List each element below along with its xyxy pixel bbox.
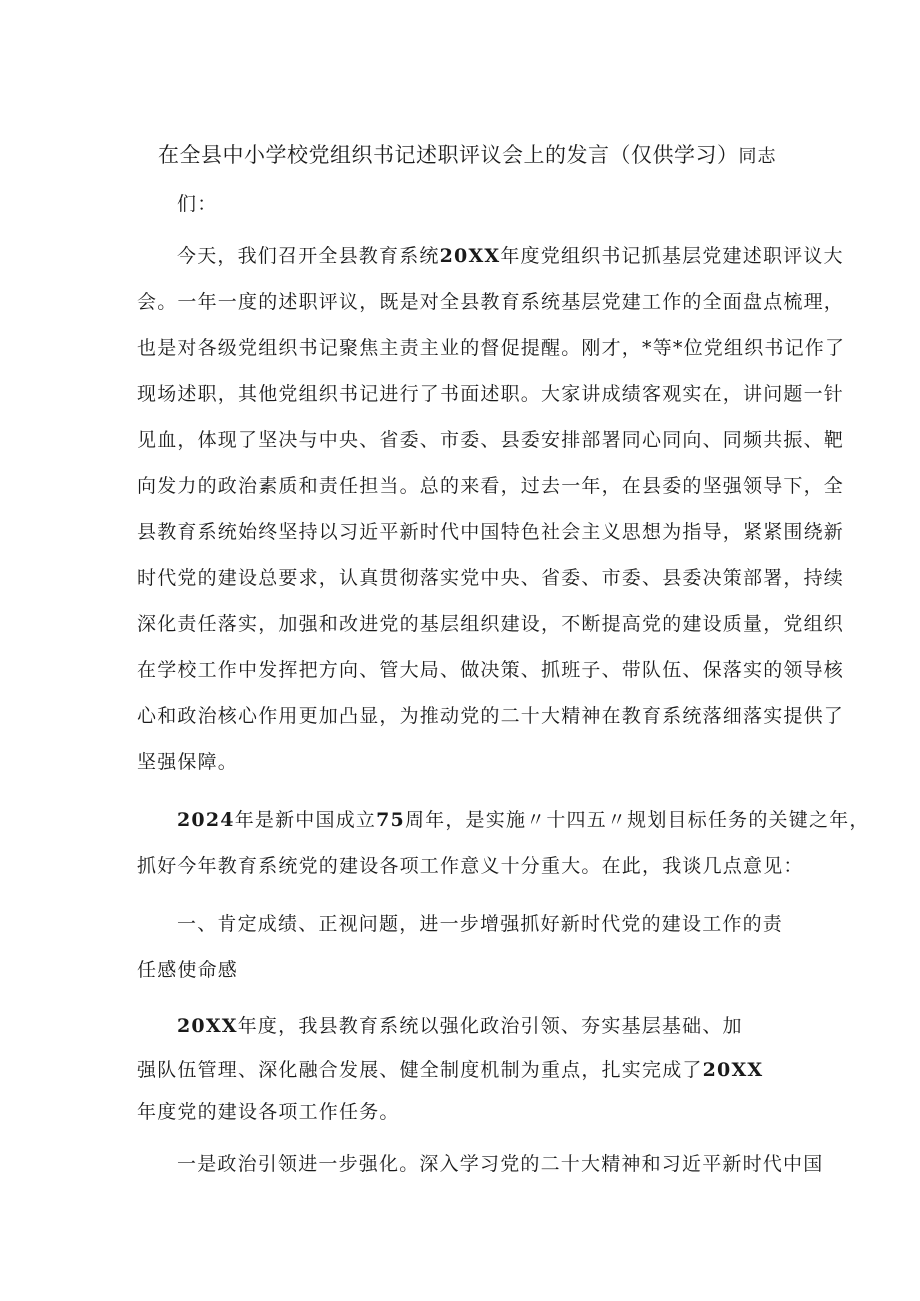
para1-line3: 也是对各级党组织书记聚焦主责主业的督促提醒。刚才，*等*位党组织书记作了 [137,337,846,359]
title-tail: 同志 [738,146,777,167]
para1-line12: 坚强保障。 [137,751,239,773]
title-text: 在全县中小学校党组织书记述职评议会上的发言（仅供学习） [158,143,739,167]
section-heading-line2: 任感使命感 [137,959,239,981]
para1-line9: 深化责任落实，加强和改进党的基层组织建设，不断提高党的建设质量，党组织 [137,613,845,635]
salutation-line: 们： [177,193,218,215]
para1-line5: 见血，体现了坚决与中央、省委、市委、县委安排部署同心同向、同频共振、靶 [137,429,845,451]
document-title [158,142,777,170]
para3-line1: 20XX年度，我县教育系统以强化政治引领、夯实基层基础、加 [177,1015,743,1037]
section-heading-line1: 一、肯定成绩、正视问题，进一步增强抓好新时代党的建设工作的责 [177,913,784,935]
para4-line1: 一是政治引领进一步强化。深入学习党的二十大精神和习近平新时代中国 [177,1153,824,1175]
para2-line1: 2024年是新中国成立75周年，是实施〃十四五〃规划目标任务的关键之年， [177,809,870,831]
para1-line1: 今天，我们召开全县教育系统20XX年度党组织书记抓基层党建述职评议大 [177,245,844,267]
para1-line4: 现场述职，其他党组织书记进行了书面述职。大家讲成绩客观实在，讲问题一针 [137,383,845,405]
para1-line6: 向发力的政治素质和责任担当。总的来看，过去一年，在县委的坚强领导下，全 [137,475,845,497]
para2-line2: 抓好今年教育系统党的建设各项工作意义十分重大。在此，我谈几点意见： [137,855,804,877]
para3-line2: 强队伍管理、深化融合发展、健全制度机制为重点，扎实完成了20XX [137,1059,764,1081]
para1-line8: 时代党的建设总要求，认真贯彻落实党中央、省委、市委、县委决策部署，持续 [137,567,845,589]
para1-line2: 会。一年一度的述职评议，既是对全县教育系统基层党建工作的全面盘点梳理， [137,291,845,313]
para3-line3: 年度党的建设各项工作任务。 [137,1101,400,1123]
para1-line7: 县教育系统始终坚持以习近平新时代中国特色社会主义思想为指导，紧紧围绕新 [137,521,845,543]
para1-line11: 心和政治核心作用更加凸显，为推动党的二十大精神在教育系统落细落实提供了 [137,705,845,727]
para1-line10: 在学校工作中发挥把方向、管大局、做决策、抓班子、带队伍、保落实的领导核 [137,659,845,681]
